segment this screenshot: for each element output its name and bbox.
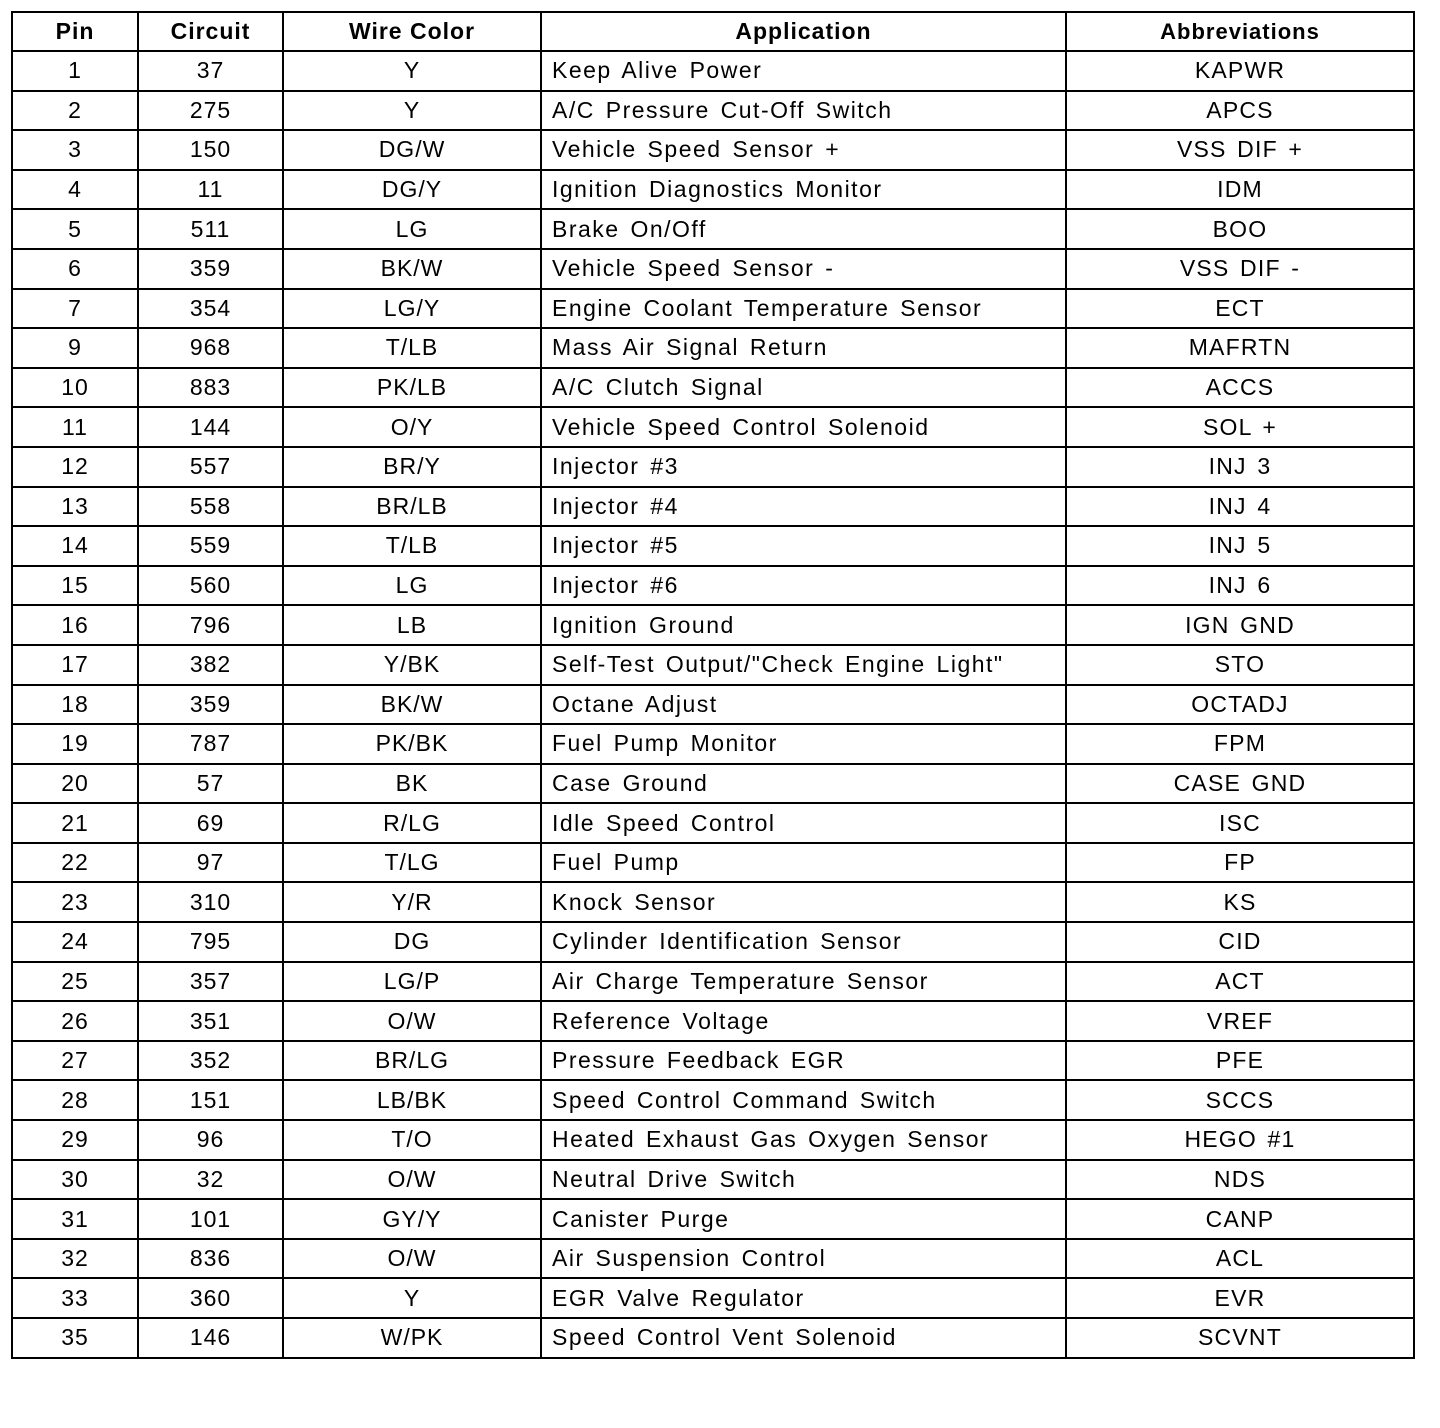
table-row xyxy=(12,962,1414,1002)
cell-abbreviation: VSS DIF + xyxy=(1066,130,1414,170)
cell-wire-color: GY/Y xyxy=(283,1199,541,1239)
table-row xyxy=(12,1120,1414,1160)
table-row xyxy=(12,803,1414,843)
cell-wire-color: BR/LG xyxy=(283,1041,541,1081)
table-row xyxy=(12,368,1414,408)
header-wire-color: Wire Color xyxy=(283,12,541,51)
cell-pin: 12 xyxy=(12,447,138,487)
cell-abbreviation: IGN GND xyxy=(1066,605,1414,645)
cell-wire-color: PK/LB xyxy=(283,368,541,408)
cell-wire-color: O/W xyxy=(283,1160,541,1200)
cell-abbreviation: CANP xyxy=(1066,1199,1414,1239)
cell-circuit: 559 xyxy=(138,526,283,566)
cell-wire-color: LG/P xyxy=(283,962,541,1002)
cell-abbreviation: FPM xyxy=(1066,724,1414,764)
cell-circuit: 795 xyxy=(138,922,283,962)
cell-circuit: 310 xyxy=(138,882,283,922)
cell-circuit: 57 xyxy=(138,764,283,804)
cell-pin: 20 xyxy=(12,764,138,804)
table-row xyxy=(12,289,1414,329)
table-row xyxy=(12,1318,1414,1358)
cell-application: Speed Control Vent Solenoid xyxy=(541,1318,1066,1358)
cell-pin: 4 xyxy=(12,170,138,210)
cell-circuit: 151 xyxy=(138,1080,283,1120)
cell-wire-color: BK xyxy=(283,764,541,804)
cell-circuit: 97 xyxy=(138,843,283,883)
header-row xyxy=(12,12,1414,51)
cell-circuit: 968 xyxy=(138,328,283,368)
cell-application: Vehicle Speed Sensor - xyxy=(541,249,1066,289)
cell-abbreviation: KAPWR xyxy=(1066,51,1414,91)
cell-circuit: 352 xyxy=(138,1041,283,1081)
cell-pin: 23 xyxy=(12,882,138,922)
table-row xyxy=(12,882,1414,922)
cell-abbreviation: INJ 5 xyxy=(1066,526,1414,566)
cell-abbreviation: CID xyxy=(1066,922,1414,962)
cell-abbreviation: NDS xyxy=(1066,1160,1414,1200)
cell-circuit: 275 xyxy=(138,91,283,131)
table-row xyxy=(12,170,1414,210)
cell-abbreviation: FP xyxy=(1066,843,1414,883)
cell-circuit: 101 xyxy=(138,1199,283,1239)
cell-circuit: 558 xyxy=(138,487,283,527)
cell-application: Ignition Diagnostics Monitor xyxy=(541,170,1066,210)
cell-circuit: 883 xyxy=(138,368,283,408)
cell-wire-color: BK/W xyxy=(283,249,541,289)
cell-pin: 22 xyxy=(12,843,138,883)
cell-wire-color: Y/R xyxy=(283,882,541,922)
cell-application: Self-Test Output/"Check Engine Light" xyxy=(541,645,1066,685)
cell-wire-color: BR/Y xyxy=(283,447,541,487)
table-row xyxy=(12,487,1414,527)
cell-wire-color: LB/BK xyxy=(283,1080,541,1120)
cell-pin: 13 xyxy=(12,487,138,527)
cell-application: Injector #3 xyxy=(541,447,1066,487)
cell-abbreviation: SCVNT xyxy=(1066,1318,1414,1358)
cell-pin: 7 xyxy=(12,289,138,329)
cell-application: Pressure Feedback EGR xyxy=(541,1041,1066,1081)
cell-abbreviation: ACT xyxy=(1066,962,1414,1002)
cell-application: Brake On/Off xyxy=(541,209,1066,249)
cell-pin: 21 xyxy=(12,803,138,843)
table-row xyxy=(12,1239,1414,1279)
cell-wire-color: Y/BK xyxy=(283,645,541,685)
cell-wire-color: LG xyxy=(283,209,541,249)
cell-application: Engine Coolant Temperature Sensor xyxy=(541,289,1066,329)
cell-circuit: 146 xyxy=(138,1318,283,1358)
cell-wire-color: Y xyxy=(283,91,541,131)
cell-application: A/C Clutch Signal xyxy=(541,368,1066,408)
cell-application: Octane Adjust xyxy=(541,685,1066,725)
cell-wire-color: LG xyxy=(283,566,541,606)
cell-circuit: 359 xyxy=(138,685,283,725)
table-row xyxy=(12,764,1414,804)
cell-pin: 11 xyxy=(12,407,138,447)
cell-circuit: 359 xyxy=(138,249,283,289)
cell-wire-color: T/O xyxy=(283,1120,541,1160)
cell-application: EGR Valve Regulator xyxy=(541,1278,1066,1318)
cell-pin: 32 xyxy=(12,1239,138,1279)
cell-circuit: 37 xyxy=(138,51,283,91)
cell-pin: 2 xyxy=(12,91,138,131)
cell-wire-color: T/LB xyxy=(283,526,541,566)
cell-abbreviation: PFE xyxy=(1066,1041,1414,1081)
cell-abbreviation: MAFRTN xyxy=(1066,328,1414,368)
cell-circuit: 69 xyxy=(138,803,283,843)
cell-circuit: 557 xyxy=(138,447,283,487)
cell-application: Air Charge Temperature Sensor xyxy=(541,962,1066,1002)
cell-pin: 19 xyxy=(12,724,138,764)
cell-pin: 35 xyxy=(12,1318,138,1358)
cell-wire-color: DG xyxy=(283,922,541,962)
cell-application: Keep Alive Power xyxy=(541,51,1066,91)
cell-pin: 29 xyxy=(12,1120,138,1160)
cell-abbreviation: ECT xyxy=(1066,289,1414,329)
header-abbreviations: Abbreviations xyxy=(1066,12,1414,51)
cell-circuit: 354 xyxy=(138,289,283,329)
cell-abbreviation: BOO xyxy=(1066,209,1414,249)
cell-circuit: 382 xyxy=(138,645,283,685)
cell-abbreviation: HEGO #1 xyxy=(1066,1120,1414,1160)
cell-pin: 24 xyxy=(12,922,138,962)
cell-application: Vehicle Speed Control Solenoid xyxy=(541,407,1066,447)
cell-circuit: 150 xyxy=(138,130,283,170)
table-row xyxy=(12,51,1414,91)
header-pin: Pin xyxy=(12,12,138,51)
cell-pin: 16 xyxy=(12,605,138,645)
cell-abbreviation: ACCS xyxy=(1066,368,1414,408)
cell-application: Injector #6 xyxy=(541,566,1066,606)
cell-wire-color: O/W xyxy=(283,1239,541,1279)
table-row xyxy=(12,1199,1414,1239)
cell-application: Heated Exhaust Gas Oxygen Sensor xyxy=(541,1120,1066,1160)
cell-application: Injector #5 xyxy=(541,526,1066,566)
cell-pin: 1 xyxy=(12,51,138,91)
cell-pin: 6 xyxy=(12,249,138,289)
cell-wire-color: Y xyxy=(283,51,541,91)
table-row xyxy=(12,1160,1414,1200)
cell-abbreviation: IDM xyxy=(1066,170,1414,210)
cell-abbreviation: INJ 6 xyxy=(1066,566,1414,606)
cell-wire-color: BK/W xyxy=(283,685,541,725)
cell-wire-color: PK/BK xyxy=(283,724,541,764)
table-row xyxy=(12,91,1414,131)
cell-wire-color: LG/Y xyxy=(283,289,541,329)
table-row xyxy=(12,645,1414,685)
table-row xyxy=(12,843,1414,883)
pinout-table xyxy=(11,11,1415,1359)
cell-pin: 27 xyxy=(12,1041,138,1081)
cell-circuit: 560 xyxy=(138,566,283,606)
cell-pin: 28 xyxy=(12,1080,138,1120)
cell-abbreviation: SOL + xyxy=(1066,407,1414,447)
cell-wire-color: DG/W xyxy=(283,130,541,170)
cell-application: Vehicle Speed Sensor + xyxy=(541,130,1066,170)
cell-application: Case Ground xyxy=(541,764,1066,804)
pinout-table-container xyxy=(11,11,1413,1359)
cell-abbreviation: OCTADJ xyxy=(1066,685,1414,725)
cell-wire-color: O/W xyxy=(283,1001,541,1041)
table-row xyxy=(12,605,1414,645)
cell-abbreviation: VSS DIF - xyxy=(1066,249,1414,289)
cell-pin: 25 xyxy=(12,962,138,1002)
table-row xyxy=(12,209,1414,249)
cell-abbreviation: KS xyxy=(1066,882,1414,922)
cell-wire-color: W/PK xyxy=(283,1318,541,1358)
table-row xyxy=(12,1041,1414,1081)
cell-abbreviation: APCS xyxy=(1066,91,1414,131)
cell-pin: 10 xyxy=(12,368,138,408)
cell-circuit: 351 xyxy=(138,1001,283,1041)
cell-abbreviation: STO xyxy=(1066,645,1414,685)
cell-circuit: 32 xyxy=(138,1160,283,1200)
cell-wire-color: R/LG xyxy=(283,803,541,843)
cell-application: Injector #4 xyxy=(541,487,1066,527)
cell-circuit: 11 xyxy=(138,170,283,210)
cell-pin: 3 xyxy=(12,130,138,170)
cell-application: Cylinder Identification Sensor xyxy=(541,922,1066,962)
cell-abbreviation: INJ 4 xyxy=(1066,487,1414,527)
cell-application: Knock Sensor xyxy=(541,882,1066,922)
cell-application: Fuel Pump xyxy=(541,843,1066,883)
table-body xyxy=(12,51,1414,1358)
cell-wire-color: T/LG xyxy=(283,843,541,883)
cell-abbreviation: SCCS xyxy=(1066,1080,1414,1120)
cell-circuit: 836 xyxy=(138,1239,283,1279)
cell-pin: 33 xyxy=(12,1278,138,1318)
table-row xyxy=(12,249,1414,289)
cell-pin: 15 xyxy=(12,566,138,606)
cell-wire-color: DG/Y xyxy=(283,170,541,210)
table-row xyxy=(12,685,1414,725)
cell-abbreviation: CASE GND xyxy=(1066,764,1414,804)
cell-pin: 17 xyxy=(12,645,138,685)
table-row xyxy=(12,526,1414,566)
cell-pin: 18 xyxy=(12,685,138,725)
cell-application: Fuel Pump Monitor xyxy=(541,724,1066,764)
cell-abbreviation: VREF xyxy=(1066,1001,1414,1041)
cell-wire-color: BR/LB xyxy=(283,487,541,527)
cell-abbreviation: INJ 3 xyxy=(1066,447,1414,487)
cell-circuit: 360 xyxy=(138,1278,283,1318)
cell-application: Canister Purge xyxy=(541,1199,1066,1239)
cell-abbreviation: ISC xyxy=(1066,803,1414,843)
table-row xyxy=(12,328,1414,368)
cell-application: A/C Pressure Cut-Off Switch xyxy=(541,91,1066,131)
table-row xyxy=(12,1278,1414,1318)
header-circuit: Circuit xyxy=(138,12,283,51)
cell-circuit: 796 xyxy=(138,605,283,645)
table-row xyxy=(12,1001,1414,1041)
table-row xyxy=(12,922,1414,962)
cell-pin: 14 xyxy=(12,526,138,566)
cell-wire-color: O/Y xyxy=(283,407,541,447)
cell-abbreviation: ACL xyxy=(1066,1239,1414,1279)
cell-application: Neutral Drive Switch xyxy=(541,1160,1066,1200)
cell-circuit: 511 xyxy=(138,209,283,249)
cell-pin: 30 xyxy=(12,1160,138,1200)
cell-application: Ignition Ground xyxy=(541,605,1066,645)
table-row xyxy=(12,1080,1414,1120)
cell-wire-color: T/LB xyxy=(283,328,541,368)
cell-application: Air Suspension Control xyxy=(541,1239,1066,1279)
cell-application: Idle Speed Control xyxy=(541,803,1066,843)
cell-circuit: 787 xyxy=(138,724,283,764)
cell-pin: 9 xyxy=(12,328,138,368)
cell-pin: 5 xyxy=(12,209,138,249)
cell-circuit: 96 xyxy=(138,1120,283,1160)
cell-circuit: 144 xyxy=(138,407,283,447)
cell-wire-color: LB xyxy=(283,605,541,645)
cell-abbreviation: EVR xyxy=(1066,1278,1414,1318)
table-row xyxy=(12,130,1414,170)
table-row xyxy=(12,566,1414,606)
cell-circuit: 357 xyxy=(138,962,283,1002)
cell-application: Mass Air Signal Return xyxy=(541,328,1066,368)
cell-pin: 26 xyxy=(12,1001,138,1041)
table-row xyxy=(12,407,1414,447)
header-application: Application xyxy=(541,12,1066,51)
cell-application: Speed Control Command Switch xyxy=(541,1080,1066,1120)
table-row xyxy=(12,724,1414,764)
cell-pin: 31 xyxy=(12,1199,138,1239)
cell-application: Reference Voltage xyxy=(541,1001,1066,1041)
table-row xyxy=(12,447,1414,487)
cell-wire-color: Y xyxy=(283,1278,541,1318)
